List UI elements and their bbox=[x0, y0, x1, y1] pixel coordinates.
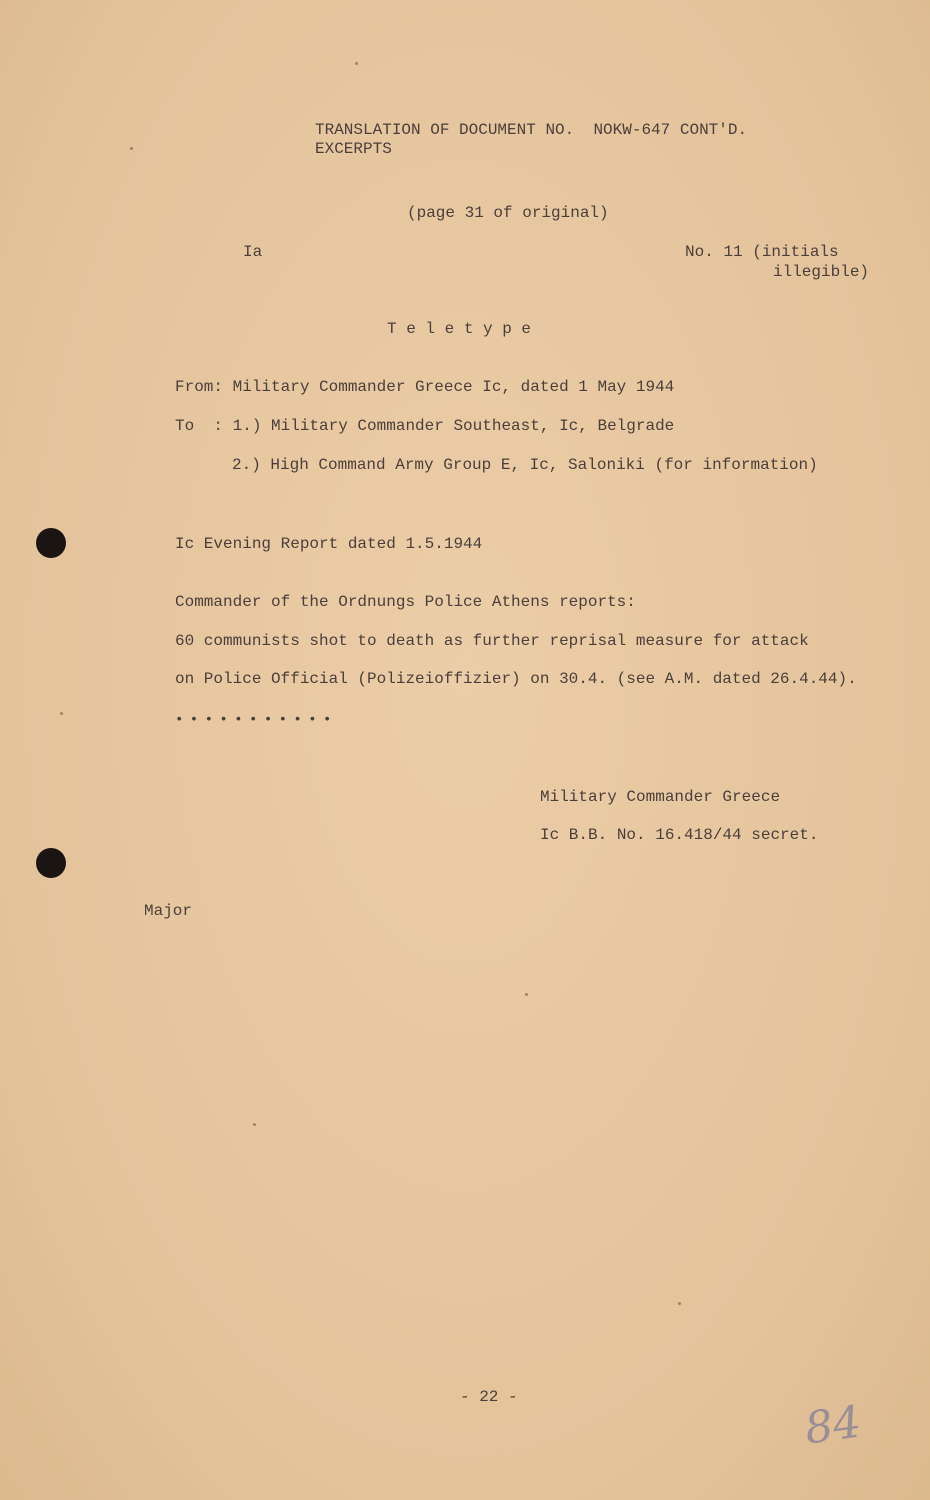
to-line-2: 2.) High Command Army Group E, Ic, Saloniki (for information) bbox=[232, 456, 818, 474]
handwritten-page-number: 84 bbox=[801, 1396, 865, 1455]
from-line: From: Military Commander Greece Ic, dated 1 May 1944 bbox=[175, 378, 675, 396]
punch-hole-top bbox=[36, 528, 66, 558]
page-reference: (page 31 of original) bbox=[407, 204, 609, 222]
header-line-2: EXCERPTS bbox=[315, 140, 392, 158]
paper-speck bbox=[355, 62, 358, 65]
paper-speck bbox=[525, 993, 528, 996]
to-line-1: To : 1.) Military Commander Southeast, Ic, Belgrade bbox=[175, 417, 675, 435]
ellipsis-dots: • • • • • • • • • • • bbox=[175, 712, 331, 728]
header-line-1: TRANSLATION OF DOCUMENT NO. NOKW-647 CONT'D. bbox=[315, 121, 748, 139]
signature-line-1: Military Commander Greece bbox=[540, 788, 781, 806]
document-type: T e l e t y p e bbox=[387, 320, 532, 338]
right-mark-line-2: illegible) bbox=[773, 263, 870, 281]
paper-speck bbox=[130, 147, 133, 150]
left-mark: Ia bbox=[243, 243, 263, 261]
body-line-1: Commander of the Ordnungs Police Athens reports: bbox=[175, 593, 636, 611]
punch-hole-bottom bbox=[36, 848, 66, 878]
paper-speck bbox=[253, 1123, 256, 1126]
page-number: - 22 - bbox=[460, 1388, 518, 1406]
right-mark-line-1: No. 11 (initials bbox=[685, 243, 839, 261]
paper-speck bbox=[60, 712, 63, 715]
report-title: Ic Evening Report dated 1.5.1944 bbox=[175, 535, 483, 553]
paper-speck bbox=[678, 1302, 681, 1305]
signature-line-2: Ic B.B. No. 16.418/44 secret. bbox=[540, 826, 819, 844]
body-line-2: 60 communists shot to death as further reprisal measure for attack bbox=[175, 632, 809, 650]
body-line-3: on Police Official (Polizeioffizier) on 30.4. (see A.M. dated 26.4.44). bbox=[175, 670, 857, 688]
rank: Major bbox=[144, 902, 193, 920]
